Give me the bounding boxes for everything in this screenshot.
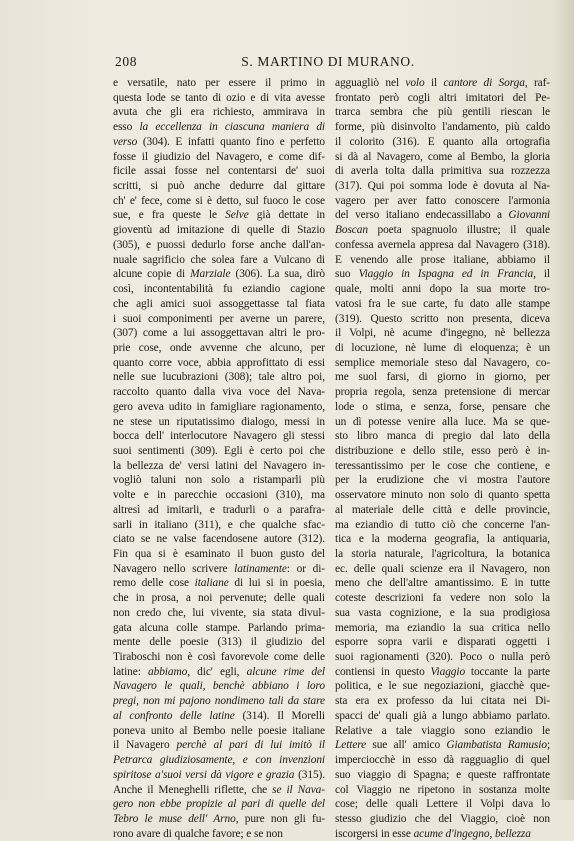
text-line: gero aveva udito in famigliare ragionamento, <box>113 400 325 413</box>
text-line: bocca dell' interlocutore Navagero gli stessi <box>113 430 325 443</box>
text-line: i suoi componimenti per averne un parere, <box>113 312 325 325</box>
text-line: il Navagero perchè al pari di lui imitò il <box>113 739 325 752</box>
text-line: sue, e fra queste le Selve già dettate in <box>113 209 325 222</box>
text-line: tica e la moderna geografia, la antiquaria, <box>335 533 550 546</box>
text-line: del verso italiano endecassillabo a Giovanni <box>335 209 550 222</box>
text-line: propria regola, senza pretensione di mercar <box>335 386 550 399</box>
page-edge-shadow <box>554 0 574 800</box>
text-line: frontato però cogli altri imitatori del Pe- <box>335 91 550 104</box>
text-line: il colorito (316). E quanto alla ortografia <box>335 135 550 148</box>
text-line: politica, e le sue negoziazioni, giacchè que- <box>335 680 550 693</box>
text-line: latine: abbiamo, dic' egli, alcune rime del <box>113 665 325 678</box>
text-line: trarca sembra che più gentili riescan le <box>335 106 550 119</box>
text-line: lode o stima, e senza, forse, pensare che <box>335 400 550 413</box>
text-line: remo delle cose italiane di lui si in poesia, <box>113 577 325 590</box>
text-line: Relative a tale viaggio sono eziandio le <box>335 724 550 737</box>
text-line: distribuzione e dello stile, esso però è in- <box>335 444 550 457</box>
text-line: spiritose a'suoi versi dà vigore e grazia (315). <box>113 768 325 781</box>
text-line: al confronto delle latine (314). Il Morelli <box>113 709 325 722</box>
text-line: (319). Questo scritto non presenta, diceva <box>335 312 550 325</box>
running-head: S. MARTINO DI MURANO. <box>241 54 415 69</box>
text-line: ficile assai fosse nel contentarsi de' suoi <box>113 165 325 178</box>
text-line: che in prosa, a noi pervenute; delle quali <box>113 592 325 605</box>
text-line: alcune copie di Marziale (306). La sua, dirò <box>113 268 325 281</box>
text-line: (305), e puossi dedurlo forse anche dall'an- <box>113 238 325 251</box>
left-text-column <box>113 76 325 841</box>
text-line: teressantissimo per le cose che contiene, e <box>335 459 550 472</box>
text-line: avuta che gli era richiesto, ammirava in <box>113 106 325 119</box>
text-line: di locuzione, nè lume di eloquenza; è un <box>335 341 550 354</box>
text-line: cose; delle quali Lettere il Volpi dava lo <box>335 798 550 811</box>
text-line: imperciocchè in esso dà ragguaglio di quel <box>335 754 550 767</box>
text-line: che agli amici suoi assoggettasse tal fiata <box>113 297 325 310</box>
text-line: suoi ragionamenti (320). Poco o nulla però <box>335 651 550 664</box>
text-line: la storia naturale, l'agricoltura, la botanica <box>335 548 550 560</box>
text-line: altresì ad imitarli, e tradurli o a parafra- <box>113 503 325 516</box>
text-line: per la erudizione che vi mostra l'autore <box>335 474 550 487</box>
text-line: ch' e' fece, come si è detto, sul fuoco le cose <box>113 194 325 207</box>
text-line: così, incontentabilità fu eziandio cagione <box>113 283 325 296</box>
text-line: prie cose, onde avvenne che alcuno, per <box>113 341 325 354</box>
right-text-column <box>335 76 550 841</box>
text-line: iscorgersi in esse acume d'ingegno, bellezza <box>335 827 531 840</box>
text-line: sta era ex professo da lui citata nei Di- <box>335 695 550 708</box>
text-line: me suol farsi, di giorno in giorno, per <box>335 371 550 384</box>
text-line: ne stese un riputatissimo dialogo, messi in <box>113 415 325 428</box>
text-line: ma eziandio di tutto ciò che concerne l'an- <box>335 518 550 531</box>
text-line: semplice memoriale steso dal Navagero, co- <box>335 356 550 369</box>
text-line: memoria, ma eziandio la sua critica nello <box>335 621 550 634</box>
page-number: 208 <box>115 54 138 69</box>
text-line: gioventù ad imitazione di quelle di Stazio <box>113 224 325 237</box>
text-line: stesso giudizio che del Viaggio, cioè non <box>335 812 550 825</box>
text-line: Boscan poeta spagnuolo illustre; il quale <box>335 224 550 237</box>
text-line: confessa avernela appresa dal Navagero (318). <box>335 238 550 251</box>
text-line: sua vasta cognizione, e la sua prodigiosa <box>335 606 550 619</box>
text-line: di averla tolta dalla primitiva sua rozzezza <box>335 165 550 178</box>
text-line: quale, molti anni dopo la sua morte tro- <box>335 283 550 296</box>
text-line: meno che dell'altre amantissimo. E in tutte <box>335 577 550 590</box>
text-line: vagero per aver fatto conoscere l'armonia <box>335 194 550 207</box>
text-line: raccolto quanto dalla viva voce del Nava- <box>113 386 325 399</box>
text-line: fosse il giudizio del Navagero, e come dif- <box>113 150 325 163</box>
text-line: verso (304). E infatti quanto fino e perfetto <box>113 135 325 148</box>
text-line: Anche il Meneghelli riflette, che se il Nava- <box>113 783 325 796</box>
text-line: pregi, non mi pajono nondimeno tali da stare <box>113 695 325 708</box>
text-line: la bellezza de' versi latini del Navagero in- <box>113 459 325 472</box>
text-line: spacci de' quali già a lungo abbiamo parlato. <box>335 709 550 722</box>
text-line: Tebro le muse dell' Arno, pure non gli fu- <box>113 812 325 825</box>
text-line: ec. delle quali scienze era il Navagero, non <box>335 562 550 575</box>
text-line: col Viaggio ne ripetono in sostanza molte <box>335 783 550 796</box>
text-line: mente delle poesie (313) il giudizio del <box>113 636 325 649</box>
text-line: poneva unito al Bembo nelle poesie italiane <box>113 724 325 737</box>
text-line: gero non ebbe propizie al pari di quelle del <box>113 798 325 811</box>
text-line: scritti, si può anche dedurre dal gittare <box>113 180 325 193</box>
text-line: ciato se ne valse facendosene autore (312). <box>113 533 325 546</box>
text-line: esso la eccellenza in ciascuna maniera di <box>113 121 325 134</box>
text-line: esporre sopra varii e disparati oggetti i <box>335 636 550 649</box>
text-line: un dì potesse venire alla luce. Ma se que- <box>335 415 550 428</box>
text-line: contiensi in questo Viaggio toccante la parte <box>335 665 550 678</box>
text-line: nelle sue lucubrazioni (308); tale altro poi, <box>113 371 325 384</box>
text-line: vatosi fra le sue carte, fu dato alle stampe <box>335 297 550 310</box>
text-line: Lettere sue all' amico Giambatista Ramusio; <box>335 739 550 752</box>
text-line: rono avare di qualche favore; e se non <box>113 827 283 840</box>
text-line: vogliò taluni non solo a ristamparli più <box>113 474 325 487</box>
text-line: quanto corre voce, abbia approfittato di essi <box>113 356 325 369</box>
text-line: volte e in parecchie occasioni (310), ma <box>113 489 325 502</box>
text-line: E venendo alle prose italiane, abbiamo il <box>335 253 550 266</box>
text-line: sarli in italiano (311), e che qualche sfac- <box>113 518 325 531</box>
text-line: suoi sentimenti (309). Egli è certo poi che <box>113 444 325 457</box>
text-line: sto libro manca di pregio dal lato della <box>335 430 550 443</box>
text-line: Navagero le quali, benchè abbiano i loro <box>113 680 325 693</box>
text-line: agguagliò nel volo il cantore di Sorga, raf- <box>335 77 550 89</box>
text-line: (317). Qui poi somma lode è dovuta al Na- <box>335 180 550 193</box>
text-line: al materiale delle città e delle provincie, <box>335 503 550 516</box>
text-line: suo Viaggio in Ispagna ed in Francia, il <box>335 268 550 281</box>
text-line: Petrarca giudiziosamente, e con invenzioni <box>113 754 325 767</box>
text-line: Navagero nello scrivere latinamente: or di- <box>113 562 325 575</box>
text-line: e versatile, nato per essere il primo in <box>113 77 325 89</box>
text-line: si dà al Navagero, come al Bembo, la gloria <box>335 150 550 163</box>
page-header <box>112 54 544 74</box>
text-line: il Volpi, nè acume d'ingegno, nè bellezza <box>335 327 550 340</box>
text-line: questa lode se tanto di ozio e di vita avesse <box>113 91 325 104</box>
text-line: suo viaggio di Spagna; e queste raffrontate <box>335 768 550 781</box>
text-line: (307) come a lui assoggettavan altri le pro- <box>113 327 325 340</box>
text-line: non credo che, lui vivente, sia stata divul- <box>113 606 325 619</box>
text-line: forme, più disinvolto l'andamento, più caldo <box>335 121 550 134</box>
text-line: nuale sagrificio che solea fare a Vulcano di <box>113 253 325 266</box>
text-line: Fin qua si è esaminato il buon gusto del <box>113 548 325 560</box>
text-line: osservatore minuto non solo di quanto spetta <box>335 489 550 502</box>
text-line: gata alcuna colle stampe. Parlando prima- <box>113 621 325 634</box>
text-line: coteste descrizioni fa vedere non solo la <box>335 592 550 605</box>
text-line: Tiraboschi non è così favorevole come delle <box>113 651 325 664</box>
